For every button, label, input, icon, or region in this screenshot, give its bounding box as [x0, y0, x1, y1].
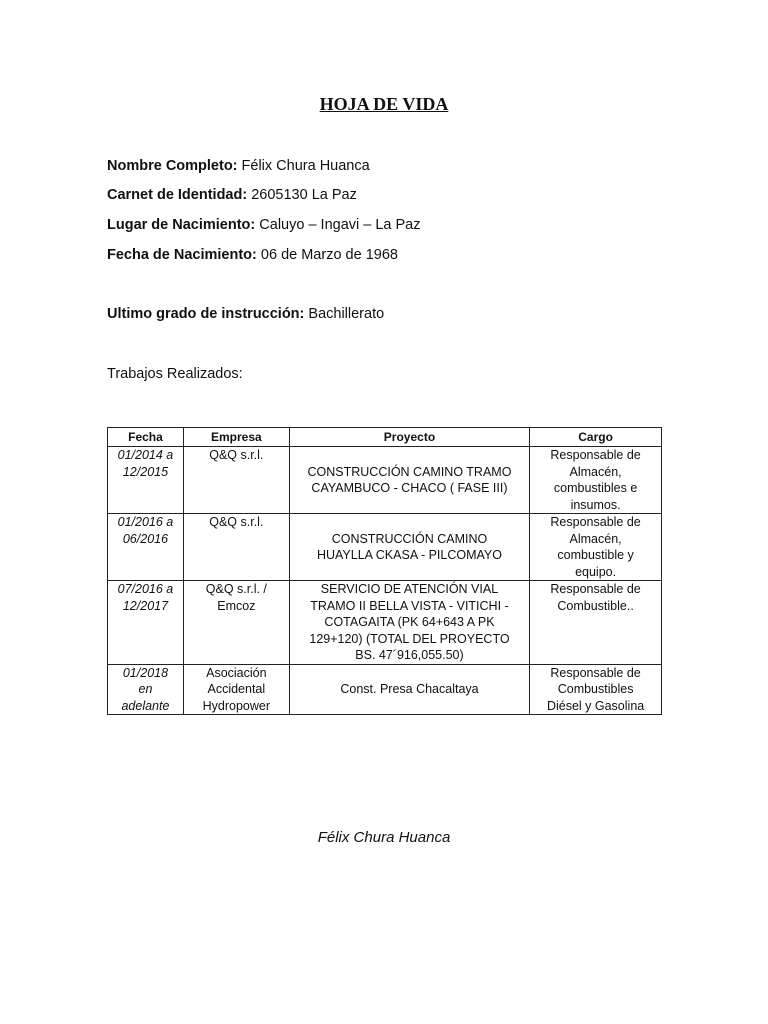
field-label: Carnet de Identidad: [107, 187, 248, 203]
cell-fecha [108, 447, 184, 514]
cell-cargo [530, 447, 662, 514]
header-cargo: Cargo [530, 428, 662, 447]
cell-line: Combustible.. [557, 598, 634, 613]
cell-line: 06/2016 [122, 531, 169, 546]
cell-line: adelante [121, 698, 170, 713]
cell-line: 07/2016 a [117, 582, 174, 596]
cell-cargo [530, 664, 662, 715]
field-carnet [107, 187, 357, 203]
cell-line: 129+120) (TOTAL DEL PROYECTO [309, 631, 510, 646]
cell-line: Hydropower [202, 698, 271, 713]
cell-fecha [108, 581, 184, 665]
cell-line: CONSTRUCCIÓN CAMINO TRAMO [307, 464, 512, 479]
field-value: Félix Chura Huanca [241, 158, 370, 174]
cell-line: Responsable de [550, 582, 641, 596]
field-label: Lugar de Nacimiento: [107, 217, 256, 233]
cell-line: Responsable de [550, 665, 641, 680]
field-value: Caluyo – Ingavi – La Paz [259, 217, 421, 233]
cell-proyecto [289, 447, 529, 514]
signature-name: Félix Chura Huanca [317, 829, 451, 846]
cell-line: Const. Presa Chacaltaya [340, 682, 479, 696]
cell-line: Q&Q s.r.l. [209, 515, 264, 529]
cell-line: CAYAMBUCO - CHACO ( FASE III) [311, 481, 508, 495]
table-row [108, 581, 662, 665]
header-fecha: Fecha [108, 428, 184, 447]
cell-cargo [530, 581, 662, 665]
jobs-heading: Trabajos Realizados: [107, 366, 243, 382]
cell-line: TRAMO II BELLA VISTA - VITICHI - [310, 598, 509, 613]
cell-line: BS. 47´916,055.50) [355, 648, 464, 662]
cell-line: 12/2017 [122, 598, 169, 613]
cell-line: Almacén, [569, 531, 622, 546]
cell-fecha [108, 514, 184, 581]
header-proyecto: Proyecto [289, 428, 529, 447]
cell-line: 01/2014 a [117, 448, 174, 462]
cell-line: Accidental [207, 682, 266, 696]
field-value: 2605130 La Paz [251, 187, 357, 203]
field-lugar-nacimiento [107, 217, 421, 233]
table-row [108, 514, 662, 581]
field-nombre [107, 158, 370, 174]
cell-line: 01/2016 a [117, 515, 174, 529]
cell-line: SERVICIO DE ATENCIÓN VIAL [320, 582, 499, 596]
field-label: Fecha de Nacimiento: [107, 247, 257, 263]
field-fecha-nacimiento [107, 247, 398, 263]
cell-empresa [183, 514, 289, 581]
cell-empresa [183, 664, 289, 715]
cell-proyecto [289, 664, 529, 715]
cell-fecha [108, 664, 184, 715]
jobs-table [107, 427, 662, 715]
cell-line: 01/2018 [122, 665, 169, 680]
table-row [108, 447, 662, 514]
cell-empresa [183, 447, 289, 514]
cell-empresa [183, 581, 289, 665]
cell-line: Responsable de [550, 448, 641, 462]
cell-line: Almacén, [569, 464, 622, 479]
table-row [108, 664, 662, 715]
document-title: HOJA DE VIDA [319, 94, 449, 114]
cell-line: Asociación [206, 665, 267, 680]
cell-line: equipo. [575, 564, 617, 579]
cell-line: 12/2015 [122, 464, 169, 479]
table-header-row [108, 428, 662, 447]
field-value: Bachillerato [308, 306, 385, 322]
cell-line: combustible y [557, 548, 634, 562]
cell-cargo [530, 514, 662, 581]
cell-line: Diésel y Gasolina [546, 698, 645, 713]
cell-line: HUAYLLA CKASA - PILCOMAYO [316, 548, 502, 562]
cell-line: Emcoz [217, 598, 256, 613]
cell-line: COTAGAITA (PK 64+643 A PK [324, 615, 495, 629]
cell-line: combustibles e [553, 481, 638, 495]
cell-proyecto [289, 514, 529, 581]
cell-line: Q&Q s.r.l. / [205, 582, 267, 596]
header-empresa: Empresa [183, 428, 289, 447]
cell-line: en [138, 682, 153, 696]
field-instruccion [107, 306, 384, 322]
cell-line: Combustibles [557, 682, 634, 696]
cell-line: insumos. [570, 497, 621, 512]
cell-line: Responsable de [550, 515, 641, 529]
field-label: Ultimo grado de instrucción: [107, 306, 305, 322]
field-value: 06 de Marzo de 1968 [260, 247, 398, 263]
cell-proyecto [289, 581, 529, 665]
field-label: Nombre Completo: [107, 158, 238, 174]
cell-line: Q&Q s.r.l. [209, 448, 264, 462]
cell-line: CONSTRUCCIÓN CAMINO [331, 531, 488, 546]
